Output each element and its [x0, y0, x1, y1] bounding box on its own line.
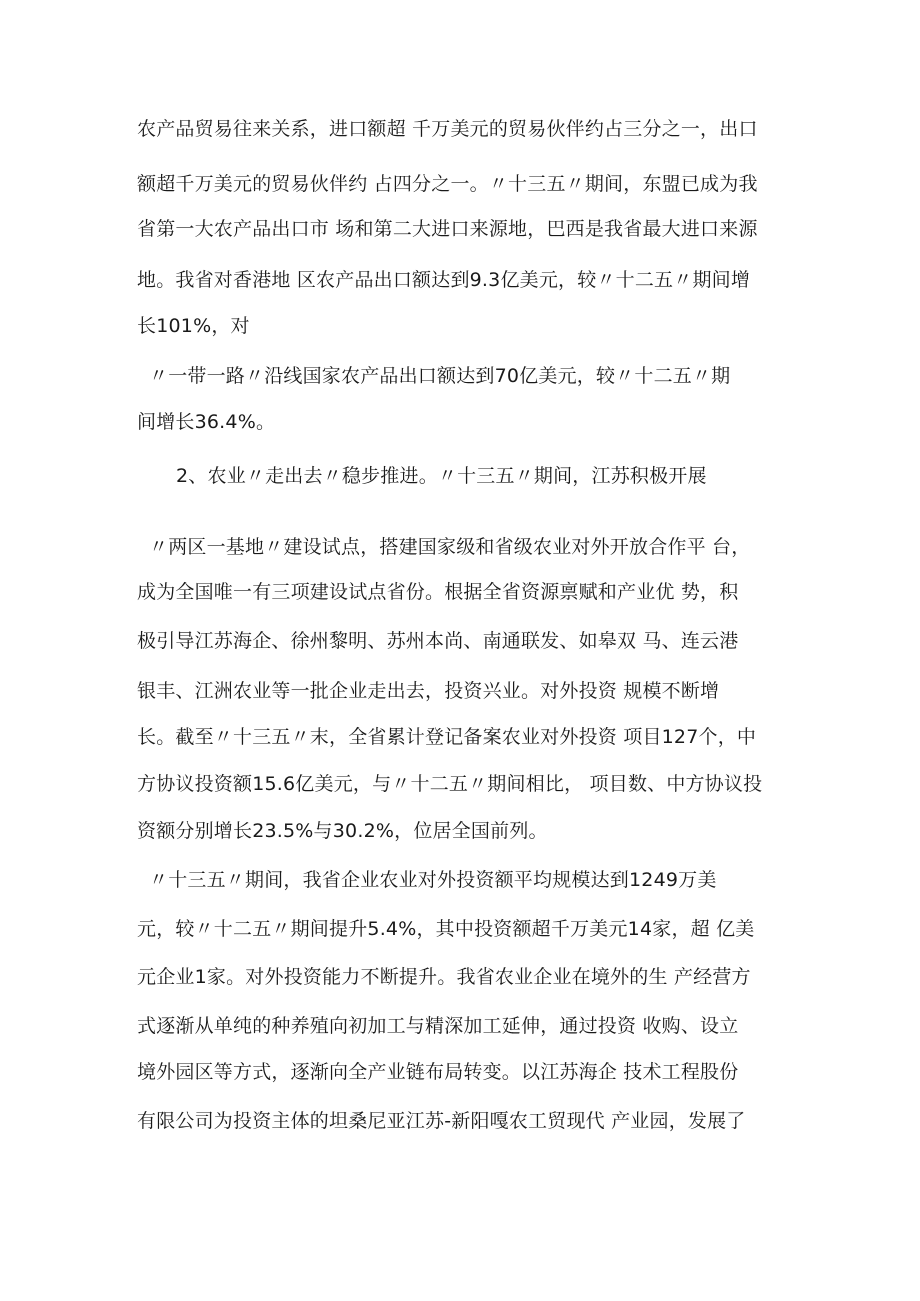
- text-line-8: 2、农业〃走出去〃稳步推进。〃十三五〃期间，江苏积极开展: [176, 465, 707, 487]
- text-line-18: 元企业1家。对外投资能力不断提升。我省农业企业在境外的生 产经营方: [137, 966, 751, 988]
- text-line-9: 〃两区一基地〃建设试点，搭建国家级和省级农业对外开放合作平 台，: [149, 536, 751, 558]
- text-line-17: 元，较〃十二五〃期间提升5.4%，其中投资额超千万美元14家，超 亿美: [137, 918, 755, 940]
- text-line-12: 银丰、江洲农业等一批企业走出去，投资兴业。对外投资 规模不断增: [137, 680, 720, 702]
- text-line-10: 成为全国唯一有三项建设试点省份。根据全省资源禀赋和产业优 势，积: [137, 581, 739, 603]
- text-line-4: 地。我省对香港地 区农产品出口额达到9.3亿美元，较〃十二五〃期间增: [137, 269, 751, 291]
- text-line-6: 〃一带一路〃沿线国家农产品出口额达到70亿美元，较〃十二五〃期: [149, 365, 731, 387]
- text-line-16: 〃十三五〃期间，我省企业农业对外投资额平均规模达到1249万美: [149, 869, 717, 891]
- text-line-13: 长。截至〃十三五〃末，全省累计登记备案农业对外投资 项目127个，中: [137, 726, 757, 748]
- text-line-11: 极引导江苏海企、徐州黎明、苏州本尚、南通联发、如皋双 马、连云港: [137, 630, 739, 652]
- text-line-7: 间增长36.4%。: [137, 411, 276, 433]
- text-line-20: 境外园区等方式，逐渐向全产业链布局转变。以江苏海企 技术工程股份: [137, 1061, 739, 1083]
- text-line-19: 式逐渐从单纯的种养殖向初加工与精深加工延伸，通过投资 收购、设立: [137, 1015, 739, 1037]
- text-line-14: 方协议投资额15.6亿美元，与〃十二五〃期间相比， 项目数、中方协议投: [137, 773, 763, 795]
- text-line-2: 额超千万美元的贸易伙伴约 占四分之一。〃十三五〃期间，东盟已成为我: [137, 173, 758, 195]
- text-line-3: 省第一大农产品出口市 场和第二大进口来源地，巴西是我省最大进口来源: [137, 218, 758, 240]
- text-line-15: 资额分别增长23.5%与30.2%，位居全国前列。: [137, 820, 548, 842]
- text-line-1: 农产品贸易往来关系，进口额超 千万美元的贸易伙伴约占三分之一，出口: [137, 118, 758, 140]
- text-line-5: 长101%，对: [137, 315, 250, 337]
- text-line-21: 有限公司为投资主体的坦桑尼亚江苏-新阳嘎农工贸现代 产业园，发展了: [137, 1110, 746, 1132]
